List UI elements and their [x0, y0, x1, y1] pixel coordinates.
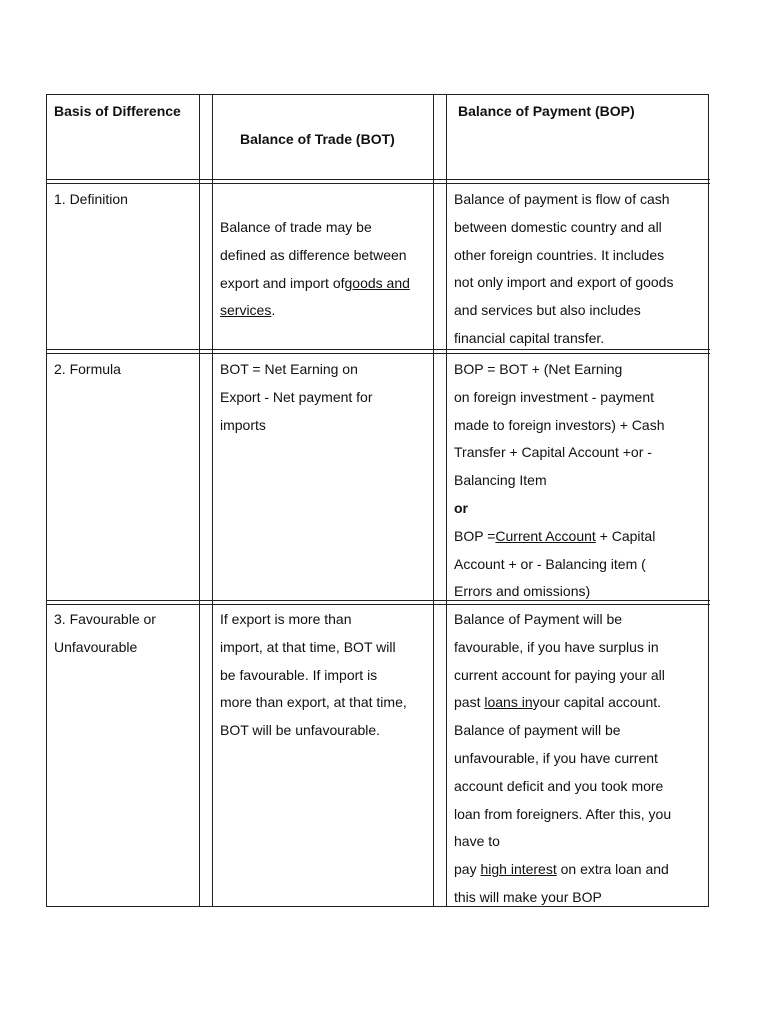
header-bop-text: Balance of Payment (BOP): [458, 103, 635, 119]
row-favourable-bot: [220, 606, 407, 745]
text-line: this will make your BOP: [454, 888, 602, 905]
row-formula-bot: [220, 356, 373, 439]
text-line: Export - Net payment for: [220, 388, 373, 405]
text-line: 3. Favourable or: [54, 611, 156, 627]
row-favourable-label: [54, 606, 156, 662]
text-run: your capital account.: [532, 694, 662, 711]
header-bop: [458, 98, 635, 126]
text-run: export and import of: [220, 274, 345, 291]
text-line: Unfavourable: [54, 638, 138, 655]
text-line: loan from foreigners. After this, you: [454, 805, 672, 822]
text-line: have to: [454, 833, 500, 850]
header-basis: [54, 98, 181, 126]
text-run: past: [454, 694, 485, 711]
text-line: Balance of Payment will be: [454, 611, 623, 627]
column-divider: [212, 94, 213, 907]
row-formula-bop: [454, 356, 665, 606]
underlined-text: high interest: [480, 861, 557, 878]
text-line: and services but also includes: [454, 302, 641, 319]
text-line: or: [454, 499, 468, 516]
text-run: .: [271, 302, 276, 319]
row-definition-label: [54, 186, 128, 214]
text-line: imports: [220, 416, 266, 433]
text-line: favourable, if you have surplus in: [454, 638, 659, 655]
text-line: be favourable. If import is: [220, 666, 378, 683]
text-line: not only import and export of goods: [454, 274, 674, 291]
formula-label-text: 2. Formula: [54, 361, 121, 377]
text-line: Account + or - Balancing item (: [454, 555, 646, 572]
underlined-text: Current Account: [495, 527, 596, 544]
text-line: [454, 689, 671, 717]
row-definition-bot: [220, 214, 410, 325]
text-run: on extra loan and: [556, 861, 669, 878]
text-line: other foreign countries. It includes: [454, 246, 665, 263]
text-line: BOP = BOT + (Net Earning: [454, 361, 623, 377]
row-divider: [46, 183, 710, 184]
header-bot: [240, 126, 395, 154]
text-line: [220, 270, 410, 298]
row-divider: [46, 179, 710, 180]
text-line: on foreign investment - payment: [454, 388, 654, 405]
row-favourable-bop: [454, 606, 671, 912]
text-line: [454, 523, 665, 551]
text-line: current account for paying your all: [454, 666, 665, 683]
text-run: pay: [454, 861, 481, 878]
row-definition-bop: [454, 186, 673, 353]
header-basis-text: Basis of Difference: [54, 103, 181, 119]
column-divider: [446, 94, 447, 907]
underlined-text: loans in: [484, 694, 533, 711]
text-line: account deficit and you took more: [454, 777, 664, 794]
text-line: financial capital transfer.: [454, 329, 605, 346]
text-line: between domestic country and all: [454, 218, 662, 235]
row-divider: [46, 353, 710, 354]
definition-label-text: 1. Definition: [54, 191, 128, 207]
text-line: Balance of trade may be: [220, 219, 372, 235]
text-line: BOT = Net Earning on: [220, 361, 358, 377]
text-line: more than export, at that time,: [220, 694, 407, 711]
text-run: + Capital: [595, 527, 656, 544]
text-run: BOP =: [454, 527, 496, 544]
row-formula-label: [54, 356, 121, 384]
underlined-text: goods and: [344, 274, 410, 291]
text-line: Errors and omissions): [454, 583, 591, 600]
text-line: If export is more than: [220, 611, 352, 627]
text-line: [220, 297, 410, 325]
text-line: BOT will be unfavourable.: [220, 722, 381, 739]
header-bot-text: Balance of Trade (BOT): [240, 131, 395, 147]
text-line: unfavourable, if you have current: [454, 749, 658, 766]
text-line: import, at that time, BOT will: [220, 638, 396, 655]
text-line: made to foreign investors) + Cash: [454, 416, 665, 433]
text-line: Balance of payment will be: [454, 722, 621, 739]
text-line: [454, 856, 671, 884]
text-line: Balance of payment is flow of cash: [454, 191, 670, 207]
column-divider: [433, 94, 434, 907]
column-divider: [199, 94, 200, 907]
text-line: defined as difference between: [220, 246, 407, 263]
text-line: Balancing Item: [454, 472, 547, 489]
text-line: Transfer + Capital Account +or -: [454, 444, 652, 461]
underlined-text: services: [220, 302, 272, 319]
